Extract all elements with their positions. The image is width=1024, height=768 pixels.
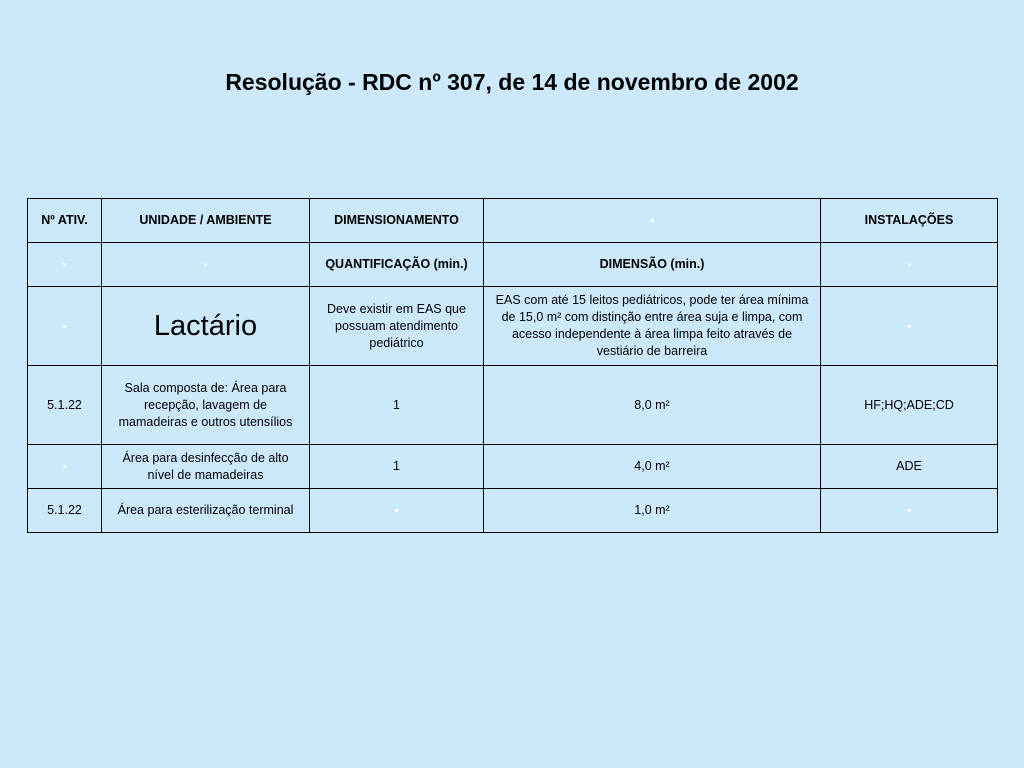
unit-num-cell — [28, 287, 102, 366]
placeholder-dot — [651, 219, 654, 222]
unit-instalacoes-cell — [821, 287, 998, 366]
placeholder-dot — [908, 263, 911, 266]
row-quantificacao: 1 — [310, 366, 484, 445]
row-num: 5.1.22 — [28, 489, 102, 533]
row-num: 5.1.22 — [28, 366, 102, 445]
table-row — [28, 445, 998, 489]
row-num — [28, 445, 102, 489]
unit-name: Lactário — [102, 287, 310, 366]
subheader-empty-cell — [102, 243, 310, 287]
placeholder-dot — [63, 263, 66, 266]
unit-row — [28, 287, 998, 366]
row-quantificacao — [310, 489, 484, 533]
row-dimensao: 8,0 m² — [484, 366, 821, 445]
subheader-empty-cell — [821, 243, 998, 287]
header-num-ativ: Nº ATIV. — [28, 199, 102, 243]
row-instalacoes — [821, 489, 998, 533]
header-instalacoes: INSTALAÇÕES — [821, 199, 998, 243]
placeholder-dot — [63, 465, 66, 468]
row-quantificacao: 1 — [310, 445, 484, 489]
unit-quantificacao: Deve existir em EAS que possuam atendimento pediátrico — [310, 287, 484, 366]
placeholder-dot — [908, 509, 911, 512]
header-quantificacao: QUANTIFICAÇÃO (min.) — [310, 243, 484, 287]
row-instalacoes: ADE — [821, 445, 998, 489]
placeholder-dot — [204, 263, 207, 266]
placeholder-dot — [63, 325, 66, 328]
subheader-empty-cell — [28, 243, 102, 287]
row-dimensao: 4,0 m² — [484, 445, 821, 489]
page-title: Resolução - RDC nº 307, de 14 de novembro de 2002 — [225, 69, 799, 95]
row-dimensao: 1,0 m² — [484, 489, 821, 533]
table-row — [28, 366, 998, 445]
row-ambiente: Sala composta de: Área para recepção, lavagem de mamadeiras e outros utensílios — [102, 366, 310, 445]
table-row — [28, 489, 998, 533]
table-subheader-row — [28, 243, 998, 287]
row-instalacoes: HF;HQ;ADE;CD — [821, 366, 998, 445]
header-unidade-ambiente: UNIDADE / AMBIENTE — [102, 199, 310, 243]
placeholder-dot — [395, 509, 398, 512]
table-header-row — [28, 199, 998, 243]
placeholder-dot — [908, 325, 911, 328]
header-empty-cell — [484, 199, 821, 243]
header-dimensao: DIMENSÃO (min.) — [484, 243, 821, 287]
row-ambiente: Área para esterilização terminal — [102, 489, 310, 533]
rdc-table — [27, 198, 998, 533]
unit-dimensao: EAS com até 15 leitos pediátricos, pode ter área mínima de 15,0 m² com distinção entre área suja e limpa, com acesso independente à área limpa feito através de vestiário de barreira — [484, 287, 821, 366]
row-ambiente: Área para desinfecção de alto nível de mamadeiras — [102, 445, 310, 489]
header-dimensionamento: DIMENSIONAMENTO — [310, 199, 484, 243]
